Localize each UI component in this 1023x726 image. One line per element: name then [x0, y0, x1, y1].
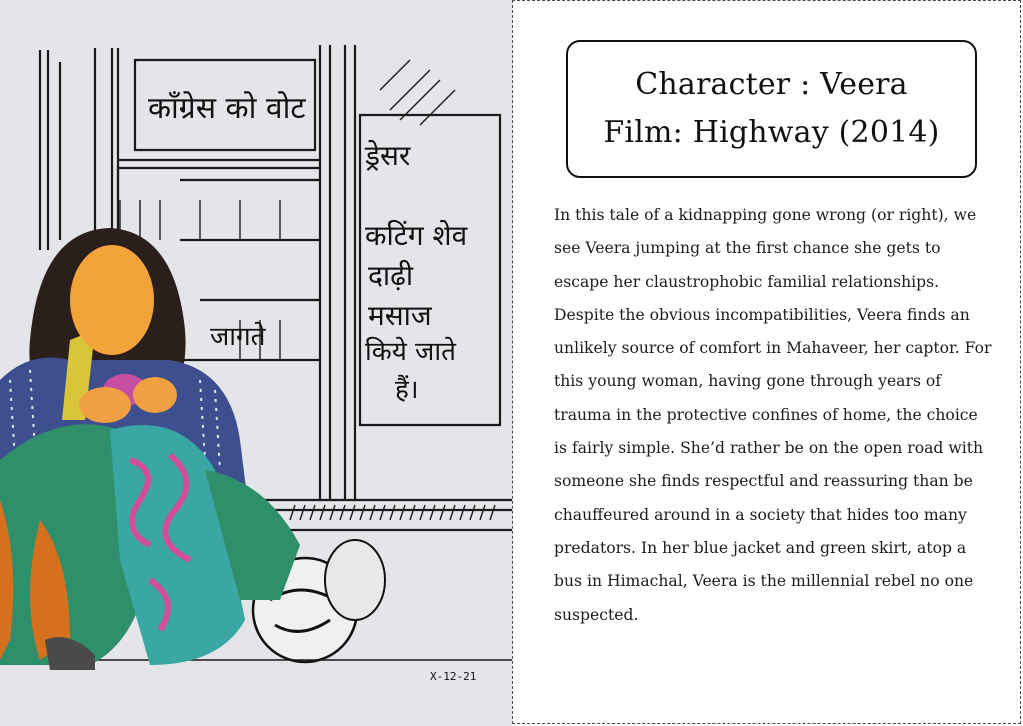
- description-card: [512, 0, 1021, 724]
- title-box: [566, 40, 977, 178]
- sketch-date: X-12-21: [430, 670, 477, 683]
- sign-right-text-6: हैं।: [395, 375, 419, 405]
- face: [70, 245, 154, 355]
- sign-right-text-1: ड्रेसर: [365, 139, 411, 172]
- film-title: Film: Highway (2014): [603, 115, 940, 150]
- sign-top-text: काँग्रेस को वोट: [148, 91, 306, 126]
- sign-right-text-4: मसाज: [368, 299, 432, 332]
- character-title: Character : Veera: [635, 67, 908, 102]
- sign-right-text-5: किये जाते: [365, 337, 456, 367]
- description-text: In this tale of a kidnapping gone wrong (or right), we see Veera jumping at the first chance she gets to escape her claustrophobic familial relationships. Despite the obvious incompatibilities, Veera finds an unlikely source of comfort in Mahaveer, her captor. For this young woman, having gone through years of trauma in the protective confines of home, the choice is fairly simple. She’d rather be on the open road with someone she finds respectful and reassuring than be chauffeured around in a society that hides too many predators. In her blue jacket and green skirt, atop a bus in Himachal, Veera is the millennial rebel no one suspected.: [554, 206, 992, 624]
- sign-right-text-2: कटिंग शेव: [365, 219, 468, 252]
- sign-right-text-3: दाढ़ी: [368, 259, 414, 292]
- poster-text: जागते: [210, 322, 266, 352]
